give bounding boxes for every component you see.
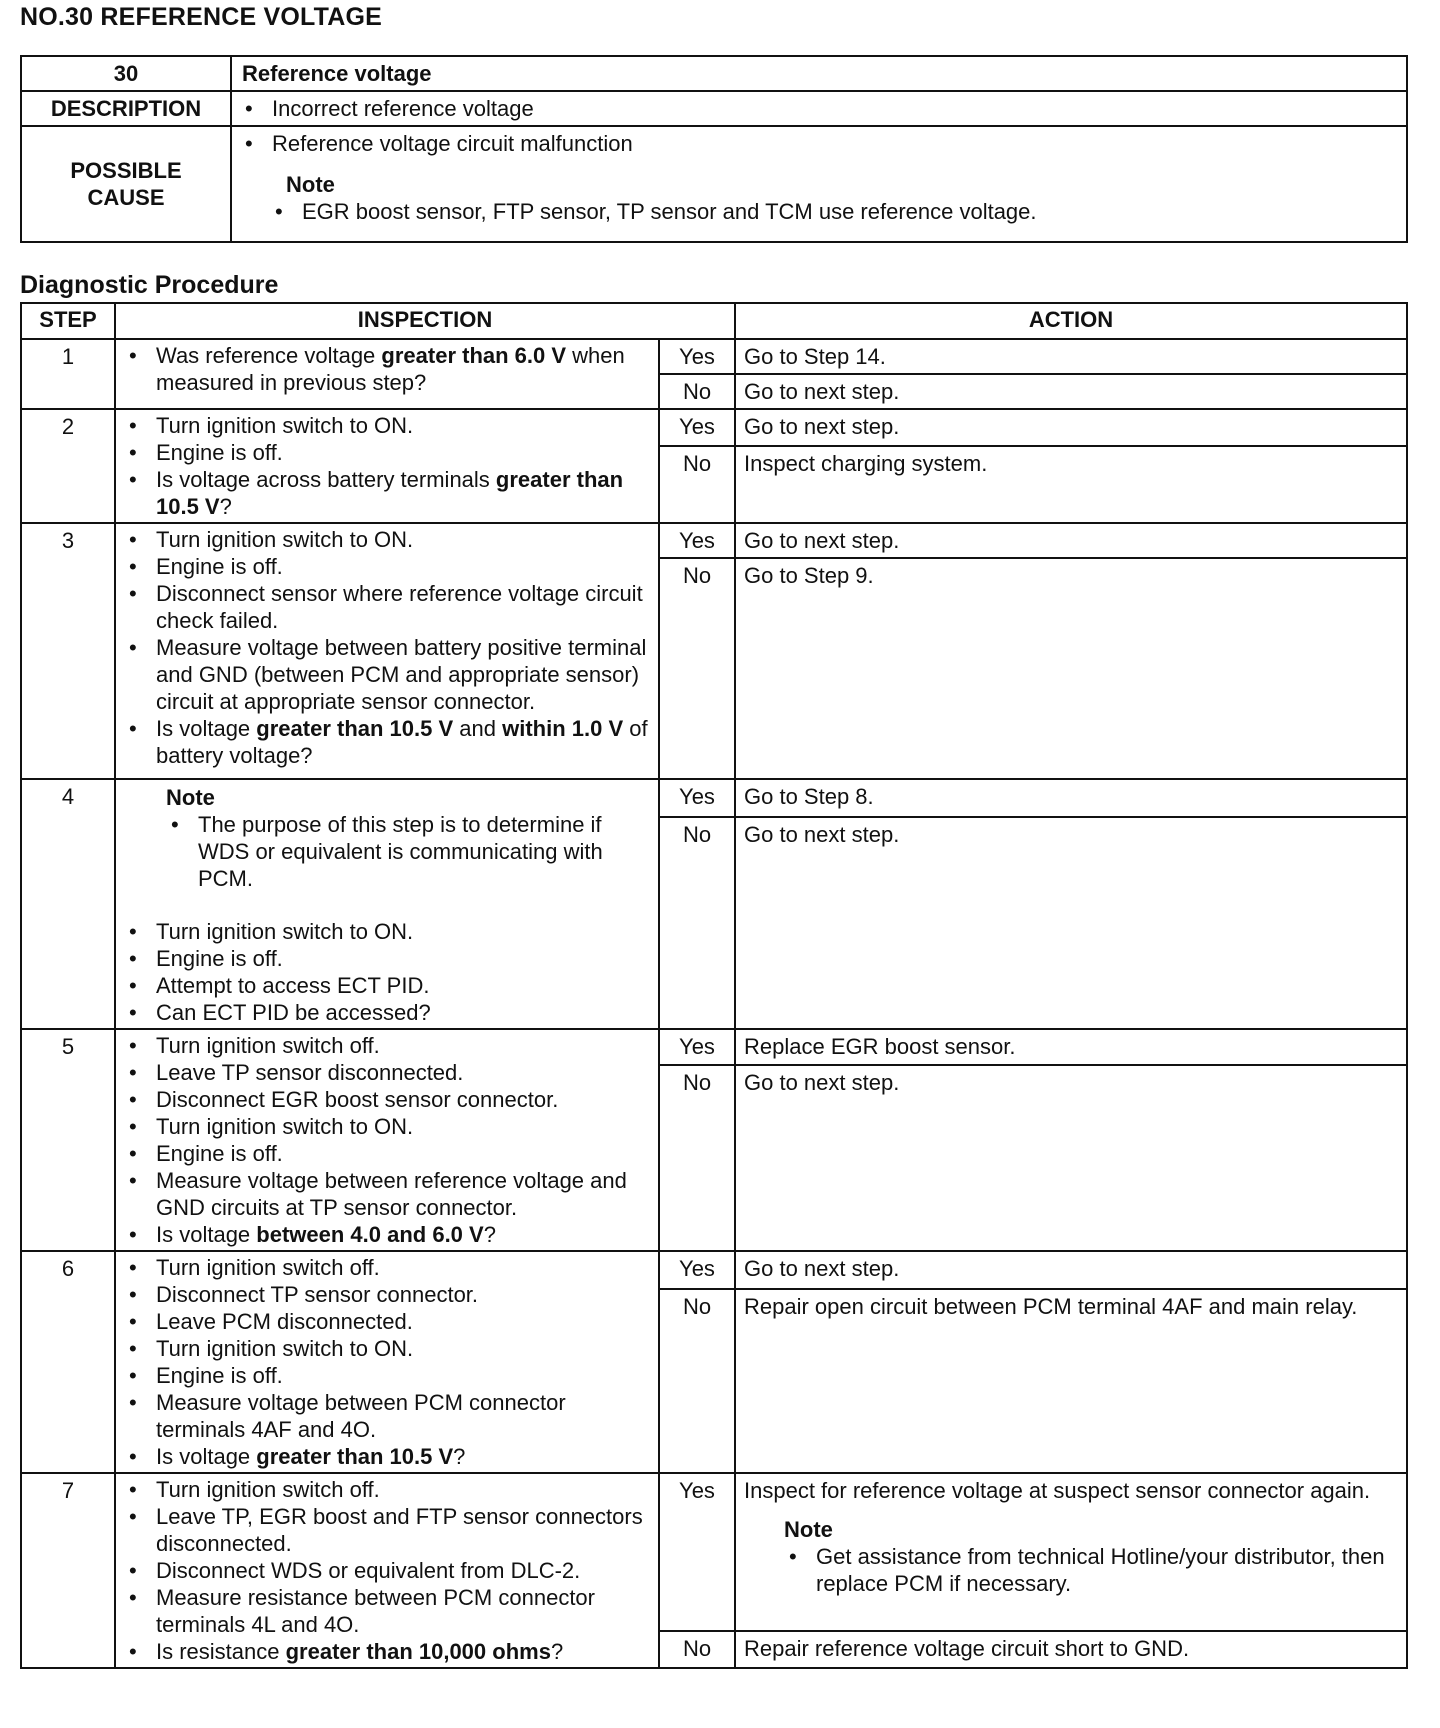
yes-label: Yes <box>659 1473 735 1631</box>
inspection-item: • Leave TP sensor disconnected. <box>126 1059 648 1086</box>
list-item: • EGR boost sensor, FTP sensor, TP sensor and TCM use reference voltage. <box>272 198 1396 225</box>
step-row <box>21 1251 1407 1289</box>
cause-label-line1: POSSIBLE <box>70 158 182 183</box>
inspection-item: • Is voltage greater than 10.5 V and within 1.0 V of battery voltage? <box>126 715 648 769</box>
description-list <box>242 95 1396 122</box>
yes-action-text: Go to next step. <box>744 528 900 553</box>
no-label: No <box>659 1289 735 1473</box>
step-column-header: STEP <box>21 303 115 339</box>
inspection-item: • Turn ignition switch off. <box>126 1254 648 1281</box>
inspection-cell <box>115 409 659 523</box>
yes-action-text: Go to next step. <box>744 1256 900 1281</box>
yes-label: Yes <box>659 523 735 558</box>
yes-label: Yes <box>659 1251 735 1289</box>
inspection-item: • Disconnect TP sensor connector. <box>126 1281 648 1308</box>
possible-cause-cell <box>231 126 1407 242</box>
code-title-cell: Reference voltage <box>231 56 1407 91</box>
inspection-item: • Disconnect sensor where reference voltage circuit check failed. <box>126 580 648 634</box>
inspection-list <box>126 526 648 769</box>
yes-action <box>735 779 1407 817</box>
no-label: No <box>659 558 735 779</box>
inspection-item: • Was reference voltage greater than 6.0 V when measured in previous step? <box>126 342 648 396</box>
inspection-item: • Engine is off. <box>126 1140 648 1167</box>
yes-label: Yes <box>659 1029 735 1065</box>
note-item: • The purpose of this step is to determine if WDS or equivalent is communicating with PCM. <box>168 811 648 892</box>
description-label: DESCRIPTION <box>21 91 231 126</box>
inspection-item: • Measure voltage between reference voltage and GND circuits at TP sensor connector. <box>126 1167 648 1221</box>
inspection-list <box>126 1254 648 1470</box>
inspection-note-label: Note <box>166 785 215 810</box>
inspection-item: • Is voltage across battery terminals greater than 10.5 V? <box>126 466 648 520</box>
yes-action-text: Replace EGR boost sensor. <box>744 1034 1016 1059</box>
inspection-item: • Measure voltage between battery positive terminal and GND (between PCM and appropriate sensor) circuit at appropriate sensor connector. <box>126 634 648 715</box>
inspection-item: • Turn ignition switch to ON. <box>126 412 648 439</box>
no-action: Go to next step. <box>735 817 1407 1029</box>
cause-note-list <box>272 198 1396 225</box>
step-row <box>21 409 1407 446</box>
cause-label-line2: CAUSE <box>87 185 165 210</box>
no-action: Go to next step. <box>735 1065 1407 1251</box>
inspection-item: • Disconnect EGR boost sensor connector. <box>126 1086 648 1113</box>
list-item: • Incorrect reference voltage <box>242 95 1396 122</box>
yes-label: Yes <box>659 409 735 446</box>
diagnostic-procedure-table <box>20 302 1408 1669</box>
step-row <box>21 523 1407 558</box>
inspection-note-list <box>126 811 648 892</box>
inspection-item: • Measure resistance between PCM connector terminals 4L and 4O. <box>126 1584 648 1638</box>
inspection-item: • Turn ignition switch to ON. <box>126 918 648 945</box>
inspection-item: • Is voltage greater than 10.5 V? <box>126 1443 648 1470</box>
step-number: 6 <box>21 1251 115 1473</box>
inspection-cell <box>115 1251 659 1473</box>
procedure-body <box>21 339 1407 1668</box>
step-row <box>21 1029 1407 1065</box>
yes-action <box>735 1029 1407 1065</box>
inspection-item: • Attempt to access ECT PID. <box>126 972 648 999</box>
inspection-item: • Leave TP, EGR boost and FTP sensor connectors disconnected. <box>126 1503 648 1557</box>
yes-action <box>735 409 1407 446</box>
yes-action-text: Go to next step. <box>744 414 900 439</box>
inspection-item: • Can ECT PID be accessed? <box>126 999 648 1026</box>
list-item: • Reference voltage circuit malfunction <box>242 130 1396 157</box>
inspection-item: • Engine is off. <box>126 945 648 972</box>
inspection-item: • Disconnect WDS or equivalent from DLC-2. <box>126 1557 648 1584</box>
header-table <box>20 55 1408 243</box>
action-note-list <box>744 1543 1398 1597</box>
action-note-label: Note <box>784 1517 833 1542</box>
inspection-item: • Turn ignition switch off. <box>126 1476 648 1503</box>
inspection-cell <box>115 523 659 779</box>
no-label: No <box>659 1631 735 1668</box>
step-number: 4 <box>21 779 115 1029</box>
inspection-cell <box>115 339 659 409</box>
no-action: Inspect charging system. <box>735 446 1407 523</box>
action-note-item: • Get assistance from technical Hotline/your distributor, then replace PCM if necessary. <box>786 1543 1398 1597</box>
possible-cause-label <box>21 126 231 242</box>
no-label: No <box>659 1065 735 1251</box>
step-number: 2 <box>21 409 115 523</box>
description-cell <box>231 91 1407 126</box>
inspection-item: • Turn ignition switch to ON. <box>126 1335 648 1362</box>
inspection-item: • Turn ignition switch off. <box>126 1032 648 1059</box>
yes-action-text: Inspect for reference voltage at suspect sensor connector again. <box>744 1478 1371 1503</box>
inspection-item: • Is voltage between 4.0 and 6.0 V? <box>126 1221 648 1248</box>
inspection-item: • Measure voltage between PCM connector terminals 4AF and 4O. <box>126 1389 648 1443</box>
inspection-item: • Engine is off. <box>126 1362 648 1389</box>
yes-action <box>735 523 1407 558</box>
step-number: 1 <box>21 339 115 409</box>
procedure-heading: Diagnostic Procedure <box>20 271 279 299</box>
step-number: 3 <box>21 523 115 779</box>
inspection-cell <box>115 779 659 1029</box>
page-title: NO.30 REFERENCE VOLTAGE <box>20 3 383 31</box>
no-action: Repair open circuit between PCM terminal 4AF and main relay. <box>735 1289 1407 1473</box>
no-label: No <box>659 446 735 523</box>
no-label: No <box>659 374 735 409</box>
no-action: Repair reference voltage circuit short to GND. <box>735 1631 1407 1668</box>
step-row <box>21 339 1407 374</box>
step-row <box>21 1473 1407 1631</box>
inspection-list <box>126 1032 648 1248</box>
yes-label: Yes <box>659 779 735 817</box>
yes-action <box>735 1473 1407 1631</box>
inspection-list <box>126 918 648 1026</box>
yes-label: Yes <box>659 339 735 374</box>
inspection-item: • Engine is off. <box>126 553 648 580</box>
code-cell: 30 <box>21 56 231 91</box>
step-number: 7 <box>21 1473 115 1668</box>
inspection-list <box>126 342 648 396</box>
inspection-item: • Turn ignition switch to ON. <box>126 526 648 553</box>
inspection-item: • Turn ignition switch to ON. <box>126 1113 648 1140</box>
inspection-list <box>126 1476 648 1665</box>
cause-list <box>242 130 1396 157</box>
no-action: Go to next step. <box>735 374 1407 409</box>
no-label: No <box>659 817 735 1029</box>
yes-action-text: Go to Step 8. <box>744 784 874 809</box>
action-column-header: ACTION <box>735 303 1407 339</box>
inspection-item: • Is resistance greater than 10,000 ohms? <box>126 1638 648 1665</box>
inspection-item: • Leave PCM disconnected. <box>126 1308 648 1335</box>
inspection-cell <box>115 1029 659 1251</box>
step-number: 5 <box>21 1029 115 1251</box>
inspection-list <box>126 412 648 520</box>
yes-action <box>735 339 1407 374</box>
inspection-item: • Engine is off. <box>126 439 648 466</box>
yes-action-text: Go to Step 14. <box>744 344 886 369</box>
step-row <box>21 779 1407 817</box>
no-action: Go to Step 9. <box>735 558 1407 779</box>
inspection-column-header: INSPECTION <box>115 303 735 339</box>
inspection-cell <box>115 1473 659 1668</box>
cause-note-label: Note <box>286 172 335 197</box>
yes-action <box>735 1251 1407 1289</box>
